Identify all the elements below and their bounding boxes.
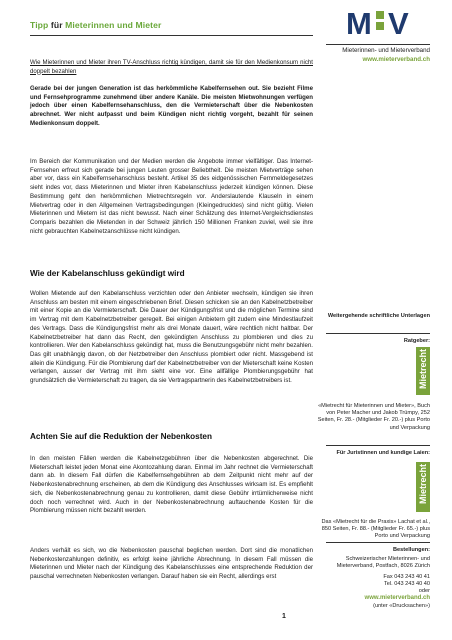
page-number: 1 xyxy=(282,613,286,620)
further-docs-title: Weitergehende schriftliche Unterlagen xyxy=(327,313,430,319)
side-rule-2 xyxy=(326,445,430,446)
org-url-link[interactable]: www.mieterverband.ch xyxy=(362,56,430,63)
book-cover-mietrecht: Mietrecht xyxy=(416,347,430,395)
ratgeber-title: Ratgeber: xyxy=(403,338,430,344)
section2-body2: Anders verhält es sich, wo die Nebenkosten pauschal beglichen werden. Dort sind die monatlichen Nebenkostenzahlungen definitiv, es erfolgt keine jährliche Abrechnung. In diesem Fall müssen die Mieterinnen und Mieter nach der Kündigung des Kabelanschlusses eine entsprechende Reduktion der pauschal verrechneten Nebenkosten verlangen. Darauf haben sie ein Recht, allerdings erst xyxy=(30,547,313,581)
intro-body: Im Bereich der Kommunikation und der Medien werden die Angebote immer vielfältiger. Das Internet-Fernsehen erfreut sich gerade bei jungen Leuten grosser Beliebtheit. Die meisten Mietverträge sehen aber vor, dass ein Kabelfernsehanschluss besteht. Artikel 35 des eidgenössischen Fernmeldegesetzes sieht indes vor, dass Mieterinnen und Mieter ihren Kabelanschluss jederzeit kündigen können. Diese Bestimmung geht den herkömmlichen Mietrechtsregeln vor. Anderslautende Klauseln in einem Mietvertrag oder in den Allgemeinen Vertragsbedingungen (Kleingedrucktes) sind nicht gültig. Vielen Mieterinnen und Mietern ist das nicht bewusst. Nach einer Schätzung des Internet-Vergleichsdienstes Comparis bezahlen die Mietenden in der Schweiz jährlich 150 Millionen Franken zuviel, weil sie ihre nicht gebrauchten Kabelnetzanschlüsse nicht kündigen. xyxy=(30,158,313,235)
side-rule-3 xyxy=(326,542,430,543)
jurists-title: Für Juristinnen und kundige Laien: xyxy=(336,450,430,456)
intro-heading: Wie Mieterinnen und Mieter ihren TV-Anschluss richtig kündigen, damit sie für den Medienkonsum nicht doppelt bezahlen xyxy=(30,59,313,75)
order-title: Bestellungen: xyxy=(393,547,430,553)
section1-heading: Wie der Kabelanschluss gekündigt wird xyxy=(30,269,185,278)
header-rule-left xyxy=(30,35,313,36)
order-tel: Tel. 043 243 40 40 xyxy=(383,581,430,587)
title-prefix: Tipp xyxy=(30,20,49,30)
book1-description: «Mietrecht für Mieterinnen und Mieter», Buch von Peter Macher und Jakob Trümpy, 252 Seiten, Fr. 28.- (Mitglieder Fr. 20.-) plus Porto und Verpackung xyxy=(317,403,430,431)
side-rule-1 xyxy=(326,333,430,334)
order-address: Schweizerischer Mieterinnen- und Mieterverband, Postfach, 8026 Zürich xyxy=(336,556,430,570)
order-url-link[interactable]: www.mieterverband.ch xyxy=(364,595,430,601)
order-fax: Fax 043 243 40 41 xyxy=(383,574,430,580)
title-conj: für xyxy=(50,20,63,30)
svg-text:M: M xyxy=(346,6,373,38)
title-suffix: Mieterinnen und Mieter xyxy=(65,20,162,30)
section2-heading: Achten Sie auf die Reduktion der Nebenkosten xyxy=(30,432,212,441)
org-name: Mieterinnen- und Mieterverband xyxy=(342,47,430,54)
order-oder: oder xyxy=(418,588,430,594)
book-cover-praxis: Mietrecht xyxy=(416,462,430,512)
order-rubrik: (unter «Drucksachen») xyxy=(373,603,430,609)
header-title xyxy=(30,20,161,30)
header-rule-right xyxy=(326,44,430,45)
svg-text:V: V xyxy=(388,6,409,38)
book2-description: Das «Mietrecht für die Praxis» Lachat et al., 850 Seiten, Fr. 88.- (Mitglieder Fr. 65.-) plus Porto und Verpackung xyxy=(321,519,430,540)
lead-paragraph: Gerade bei der jungen Generation ist das herkömmliche Kabelfernsehen out. Sie bezieht Filme und Fernsehprogramme zunehmend über andere Kanäle. Die meisten Mietwohnungen verfügen jedoch über einen Kabelfernsehanschluss, den die Vermieterschaft über die Nebenkosten abrechnet. Wer nicht aufpasst und beim Kündigen nicht richtig vorgeht, bezahlt für seinen Medienkonsum doppelt. xyxy=(30,85,313,127)
mv-logo xyxy=(344,6,430,38)
section2-body1: In den meisten Fällen werden die Kabelnetzgebühren über die Nebenkosten abgerechnet. Die Mieterschaft leistet jeden Monat eine Akontozahlung daran. Einmal im Jahr rechnet die Vermieterschaft dann ab. In diesem Fall dürfen die Kabelfernsehgebühren ab dem Zeitpunkt nicht mehr auf der Nebenkostenabrechnung erscheinen, ab dem die Kündigung des Anschlusses wirksam ist. Es empfiehlt sich, die Nebenkostenabrechnung genau zu kontrollieren, damit diese Gebühr irrtümlicherweise nicht doch noch verrechnet wird. Auch in der Nebenkostenabrechnung auftauchende Kosten für die Plombierung müssen nicht bezahlt werden. xyxy=(30,455,313,515)
section1-body: Wollen Mietende auf den Kabelanschluss verzichten oder den Anbieter wechseln, kündigen sie ihren Anschluss am besten mit einem eingeschriebenen Brief. Diesen schicken sie an den Kabelnetzbetreiber mit einer Kopie an die Vermieterschaft. Die Dauer der Kündigungsfrist und die möglichen Termine sind im Vertrag mit dem Kabelnetzbetreiber geregelt. Bei einigen Anbietern gilt zudem eine Mindestlaufzeit des Vertrags. Dass die Kündigungsfrist mehr als drei Monate dauert, wäre rechtlich nicht haltbar. Der Kabelnetzbetreiber hat dann das Recht, den gekündigten Anschluss zu plombieren und dies zu kontrollieren. Wer den Kabelanschluss gekündigt hat, muss die Benutzungsgebühr nicht mehr bezahlen. Das gilt unabhängig davon, ob der Netzbetreiber den Anschluss plombiert oder nicht. Massgebend ist allein die Kündigung. Für die Plombierung darf der Kabelnetzbetreiber von der Mieterschaft keine Kosten verlangen, ausser der Vertrag mit ihm sieht eine vor. Eine allfällige Plombierungsgebühr hat grundsätzlich die Vermieterschaft zu tragen, da sie Vertragspartnerin des Kabelnetzbetreibers ist. xyxy=(30,290,313,385)
